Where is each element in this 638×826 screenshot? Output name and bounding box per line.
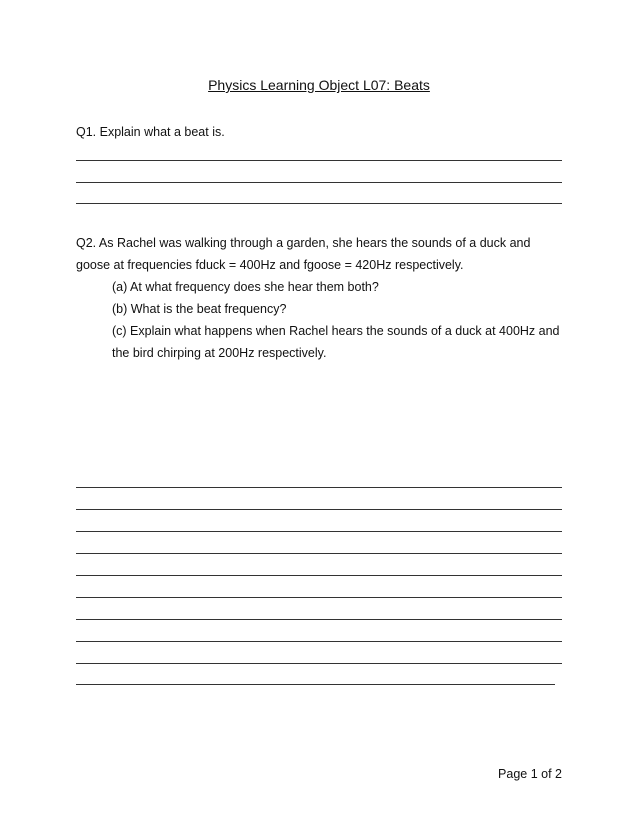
question-2-line-2: goose at frequencies fduck = 400Hz and fgoose = 420Hz respectively. [76, 258, 464, 272]
question-2-part-c-line-1: (c) Explain what happens when Rachel hears the sounds of a duck at 400Hz and [112, 324, 560, 338]
answer-line-q2-10 [76, 684, 555, 685]
answer-line-q1-3 [76, 203, 562, 204]
answer-line-q2-6 [76, 597, 562, 598]
question-2-line-1: Q2. As Rachel was walking through a garden, she hears the sounds of a duck and [76, 236, 531, 250]
question-1: Q1. Explain what a beat is. [76, 125, 225, 139]
answer-line-q2-4 [76, 553, 562, 554]
question-2-part-b: (b) What is the beat frequency? [112, 302, 287, 316]
page-number: Page 1 of 2 [498, 767, 562, 781]
answer-line-q2-7 [76, 619, 562, 620]
answer-line-q1-2 [76, 182, 562, 183]
answer-line-q2-2 [76, 509, 562, 510]
answer-line-q2-9 [76, 663, 562, 664]
page-title: Physics Learning Object L07: Beats [208, 77, 430, 93]
answer-line-q2-3 [76, 531, 562, 532]
answer-line-q2-5 [76, 575, 562, 576]
answer-line-q2-8 [76, 641, 562, 642]
answer-line-q2-1 [76, 487, 562, 488]
answer-line-q1-1 [76, 160, 562, 161]
question-2-part-c-line-2: the bird chirping at 200Hz respectively. [112, 346, 327, 360]
question-2-part-a: (a) At what frequency does she hear them both? [112, 280, 379, 294]
